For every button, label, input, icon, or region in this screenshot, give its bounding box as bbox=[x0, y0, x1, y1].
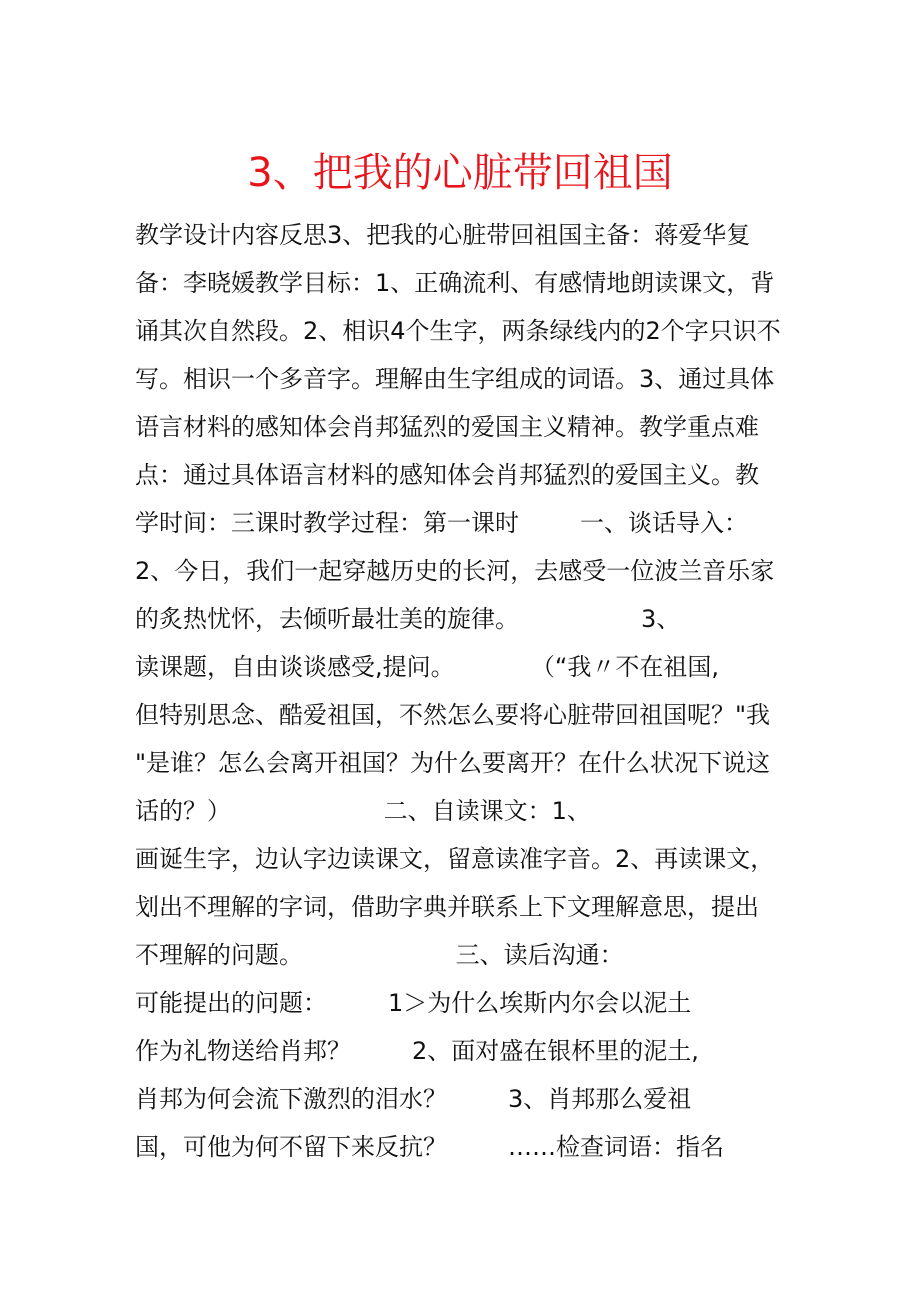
document-title: 3、把我的心脏带回祖国 bbox=[247, 150, 673, 196]
body-line-19: 肖邦为何会流下激烈的泪水？ 3、肖邦那么爱祖 bbox=[135, 1085, 692, 1113]
body-line-6: 点：通过具体语言材料的感知体会肖邦猛烈的爱国主义。教 bbox=[135, 461, 759, 489]
body-line-4: 写。相识一个多音字。理解由生字组成的词语。3、通过具体 bbox=[135, 365, 775, 393]
body-line-3: 诵其次自然段。2、相识4个生字，两条绿线内的2个字只识不 bbox=[135, 317, 781, 345]
body-line-16: 不理解的问题。 三、读后沟通： bbox=[135, 941, 624, 969]
body-line-9: 的炙热忧怀，去倾听最壮美的旋律。 3、 bbox=[135, 605, 681, 633]
body-line-13: 话的？） 二、自读课文：1、 bbox=[135, 797, 591, 825]
body-line-14: 画诞生字，边认字边读课文，留意读准字音。2、再读课文， bbox=[135, 845, 775, 873]
body-line-18: 作为礼物送给肖邦？ 2、面对盛在银杯里的泥土, bbox=[135, 1037, 699, 1065]
body-line-11: 但特别思念、酷爱祖国，不然怎么要将心脏带回祖国呢？"我 bbox=[135, 701, 771, 729]
body-line-8: 2、今日，我们一起穿越历史的长河，去感受一位波兰音乐家 bbox=[135, 557, 775, 585]
body-line-1: 教学设计内容反思3、把我的心脏带回祖国主备：蒋爱华复 bbox=[135, 221, 751, 249]
body-line-10: 读课题，自由谈谈感受,提问。 （“我〃不在祖国, bbox=[135, 653, 719, 681]
body-line-20: 国，可他为何不留下来反抗？ ……检查词语：指名 bbox=[135, 1133, 725, 1161]
body-line-7: 学时间：三课时教学过程：第一课时 一、谈话导入： bbox=[135, 509, 749, 537]
body-line-17: 可能提出的问题： 1＞为什么埃斯内尔会以泥土 bbox=[135, 989, 692, 1017]
body-line-12: "是谁？怎么会离开祖国？为什么要离开？在什么状况下说这 bbox=[135, 749, 771, 777]
body-line-15: 划出不理解的字词，借助字典并联系上下文理解意思，提出 bbox=[135, 893, 759, 921]
body-line-2: 备：李晓媛教学目标：1、正确流利、有感情地朗读课文，背 bbox=[135, 269, 775, 297]
body-line-5: 语言材料的感知体会肖邦猛烈的爱国主义精神。教学重点难 bbox=[135, 413, 759, 441]
